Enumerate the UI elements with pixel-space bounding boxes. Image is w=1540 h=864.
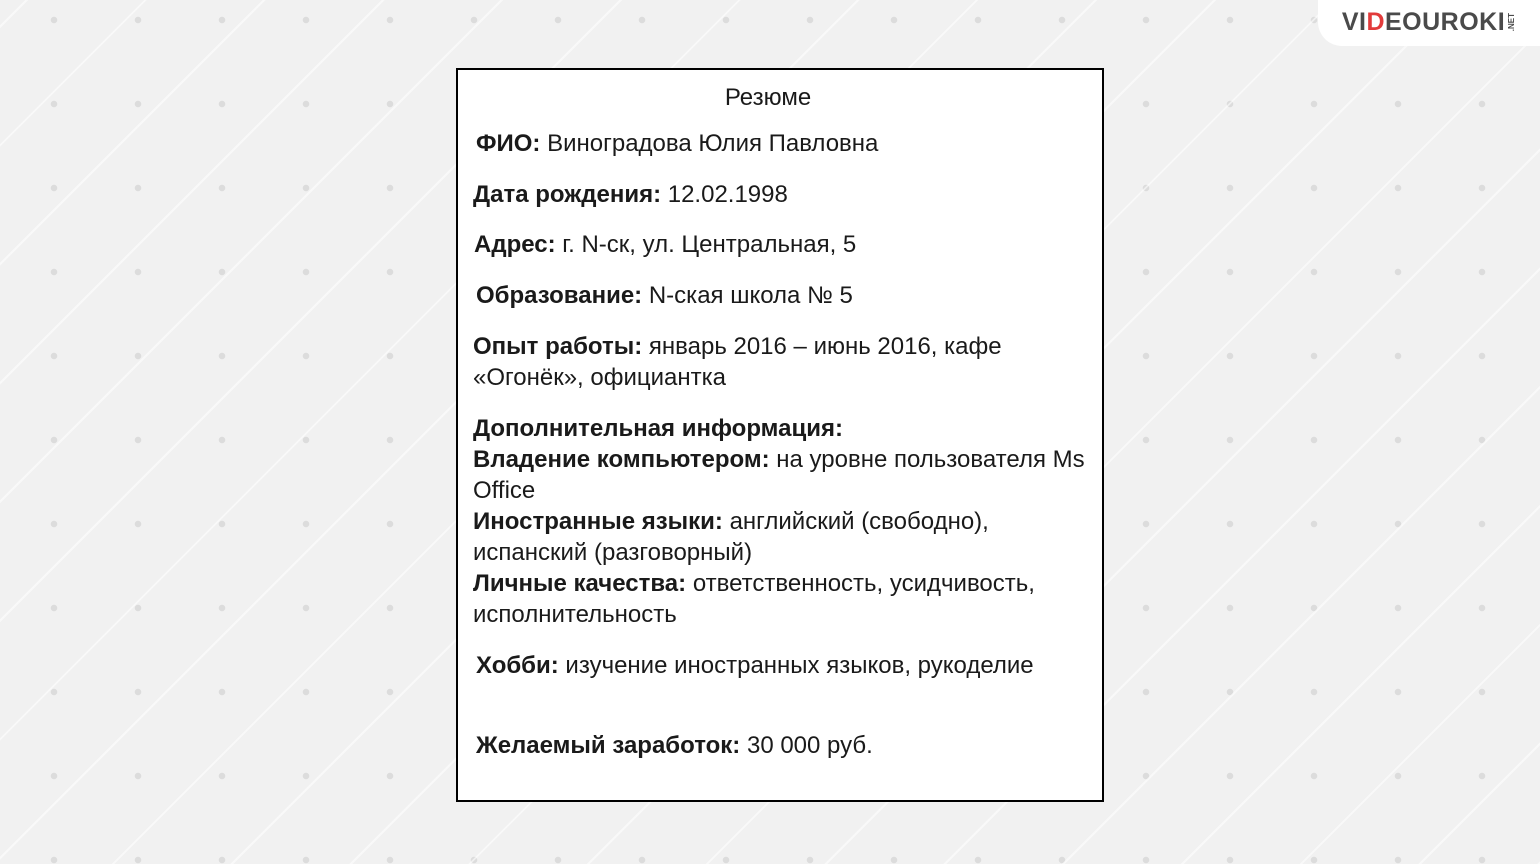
experience-label: Опыт работы:: [473, 333, 643, 360]
logo-text-accent: D: [1366, 7, 1385, 36]
salary-field: [476, 730, 1096, 761]
fio-field: [476, 128, 1096, 159]
salary-label: Желаемый заработок:: [476, 732, 741, 759]
fio-label: ФИО:: [476, 130, 541, 157]
computer-skills-label: Владение компьютером:: [473, 446, 770, 473]
fio-value: Виноградова Юлия Павловна: [547, 130, 879, 157]
birth-date-label: Дата рождения:: [473, 181, 662, 208]
education-field: [476, 280, 1096, 311]
personal-qualities-value: ответственность, усидчивость, исполнительность: [473, 570, 1035, 628]
logo-suffix: .NET: [1507, 12, 1517, 32]
hobby-value: изучение иностранных языков, рукоделие: [565, 652, 1034, 679]
education-label: Образование:: [476, 282, 643, 309]
videouroki-logo: [1342, 8, 1516, 37]
resume-title: Резюме: [724, 84, 812, 111]
education-value: N-ская школа № 5: [648, 282, 853, 309]
birth-date-value: 12.02.1998: [667, 181, 788, 208]
address-field: [474, 229, 1094, 260]
experience-field: [473, 331, 1063, 393]
hobby-field: [476, 650, 1096, 681]
birth-date-field: [473, 179, 1093, 210]
address-label: Адрес:: [474, 231, 556, 258]
personal-qualities-field: [473, 568, 1095, 630]
languages-value: английский (свободно), испанский (разговорный): [473, 508, 989, 566]
personal-qualities-label: Личные качества:: [473, 570, 687, 597]
additional-info-block: [473, 413, 1095, 630]
experience-value: январь 2016 – июнь 2016, кафе «Огонёк», официантка: [473, 333, 1002, 391]
additional-info-label: Дополнительная информация:: [473, 415, 843, 442]
computer-skills-value: на уровне пользователя Ms Office: [473, 446, 1085, 504]
languages-field: [473, 506, 1095, 568]
address-value: г. N-ск, ул. Центральная, 5: [562, 231, 857, 258]
logo-text-end: EOUROKI: [1385, 7, 1506, 36]
languages-label: Иностранные языки:: [473, 508, 723, 535]
hobby-label: Хобби:: [476, 652, 559, 679]
logo-container: [1318, 0, 1540, 46]
salary-value: 30 000 руб.: [746, 732, 873, 759]
resume-document: [456, 68, 1104, 802]
logo-text-start: VI: [1341, 7, 1367, 36]
computer-skills-field: [473, 444, 1095, 506]
